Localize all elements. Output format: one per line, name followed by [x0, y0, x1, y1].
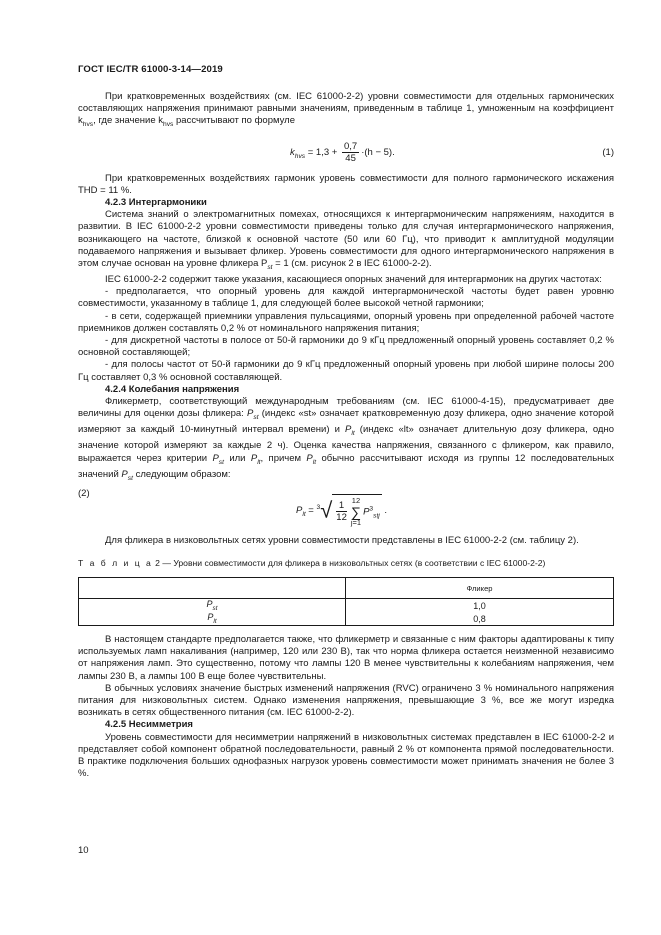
table-row [79, 612, 614, 626]
table-cell-value: 0,8 [346, 612, 614, 626]
paragraph-lamp-adaptation: В настоящем стандарте предполагается также, что фликерметр и связанные с ним факторы адаптированы к типу используемых ламп накаливания (например, 120 или 230 В), так что норма фликера остается неизменной независимо от напряжения ламп. Это существенно, потому что лампы 120 В менее чувствительны к колебаниям напряжения, чем лампы 230 В, а лампы 100 В еще более чувствительны. [78, 634, 614, 682]
table-row [79, 599, 614, 613]
formula-2: $P_{lt} = ^3√$ $\frac{1}{12}$ 12 ∑ j=1 $P^3_{stj}$ . (2) [78, 487, 388, 527]
paragraph-reference-values: IEC 61000-2-2 содержит также указания, касающиеся опорных значений для интергармоник на других частотах: [105, 274, 602, 286]
paragraph-lv-flicker: Для фликера в низковольтных сетях уровни совместимости представлены в IEC 61000-2-2 (см. таблицу 2). [105, 534, 579, 546]
table-cell-label: $P_{st}$ [79, 599, 346, 613]
table-header-empty-cell [79, 578, 346, 599]
table-header-flicker: Фликер [346, 578, 614, 599]
list-item: - в сети, содержащей приемники управления пульсациями, опорный уровень при определенной рабочей частоте приемников должен составлять 0,2 % от номинального напряжения питания; [78, 310, 614, 334]
paragraph-harmonics-short-term: При кратковременных воздействиях (см. IEC 61000-2-2) уровни совместимости для отдельных гармонических составляющих напряжения принимают равными значениям, приведенным в таблице 1, умноженным на коэффициент $k_{hvs}$, где значение $k_{hvs}$ рассчитывают по формуле [78, 91, 614, 129]
paragraph-interharmonics: Система знаний о электромагнитных помехах, относящихся к интергармоническим напряжениям, находится в развитии. В IEC 61000-2-2 уровни совместимости приведены только для случая интергармонического напряжения, возникающего на частоте, близкой к основной частоте (50 или 60 Гц), что приводит к амплитудной модуляции подаваемого напряжения и вызывает фликер. Уровень совместимости для одного интергармонического напряжения в этом случае основан на уровне фликера $P_{st} = 1$ (см. рисунок 2 в IEC 61000-2-2). [78, 209, 614, 271]
table-cell-value: 1,0 [346, 599, 614, 613]
fraction: $\frac{0,7}{45}$ [343, 140, 358, 164]
radical-sign: √ [320, 497, 333, 523]
document-header: ГОСТ IEC/TR 61000-3-14—2019 [78, 64, 223, 75]
flicker-compatibility-table [78, 577, 614, 626]
section-heading-4-2-4: 4.2.4 Колебания напряжения [105, 383, 240, 395]
list-item: - для дискретной частоты в полосе от 50-й гармоники до 9 кГц предложенный опорный уровень составляет 0,2 % основной составляющей; [78, 335, 614, 359]
formula-1: $k_{hvs} = 1,3$ + $\frac{0,7}{45}$ ·(h − 5). (1) [290, 140, 614, 164]
table-cell-label: $P_{lt}$ [79, 612, 346, 626]
table-caption: Т а б л и ц а 2 — Уровни совместимости для фликера в низковольтных сетях (в соответствии с IEC 61000-2-2) [78, 558, 546, 569]
formula-number: (2) [78, 487, 90, 499]
paragraph-rvc: В обычных условиях значение быстрых изменений напряжения (RVC) ограничено 3 % номинального напряжения питания для низковольтных систем. Однако изменения напряжения, превышающие 3 %, все же могут изредка возникать в сетях общественного питания (см. IEC 61000-2-2). [78, 682, 614, 719]
root-index: 3 [316, 503, 321, 511]
table-header-row [79, 578, 614, 599]
section-heading-4-2-3: 4.2.3 Интергармоники [105, 196, 207, 208]
paragraph-flickermeter: Фликерметр, соответствующий международным требованиям (см. IEC 61000-4-15), предусматривает две величины для оценки дозы фликера: $P_{st}$ (индекс «st» означает кратковременную дозу фликера, одно значение которой измеряют за каждый 10-минутный интервал времени) и $P_{lt}$ (индекс «lt» означает длительную дозу фликера, одно значение которой измеряют за каждые 2 ч). Оценка качества напряжения, связанного с фликером, как правило, выражается через критерии $P_{st}$ или $P_{lt}$, причем $P_{lt}$ обычно рассчитывают исходя из группы 12 последовательных значений $P_{st}$ следующим образом: [78, 396, 614, 482]
section-heading-4-2-5: 4.2.5 Несимметрия [105, 719, 193, 731]
page-number: 10 [78, 845, 89, 856]
list-item: - предполагается, что опорный уровень для каждой интергармонической частоты будет равен уровню совместимости, указанному в таблице 1, для следующей более высокой четной гармоники; [78, 286, 614, 310]
paragraph-unbalance: Уровень совместимости для несимметрии напряжений в низковольтных системах представлен в IEC 61000-2-2 и представляет собой компонент обратной последовательности, равный 2 % от компонента прямой последовательности. В практике подключения больших однофазных нагрузок уровень совместимости может принимать значения не более 3 %. [78, 731, 614, 780]
formula-number: (1) [602, 146, 614, 158]
paragraph-thd: При кратковременных воздействиях гармоник уровень совместимости для полного гармонического искажения THD = 11 %. [78, 172, 614, 196]
list-item: - для полосы частот от 50-й гармоники до 9 кГц предложенный опорный уровень при любой ширине полосы 200 Гц составляет 0,3 % основной составляющей. [78, 359, 614, 383]
document-body [78, 91, 614, 780]
